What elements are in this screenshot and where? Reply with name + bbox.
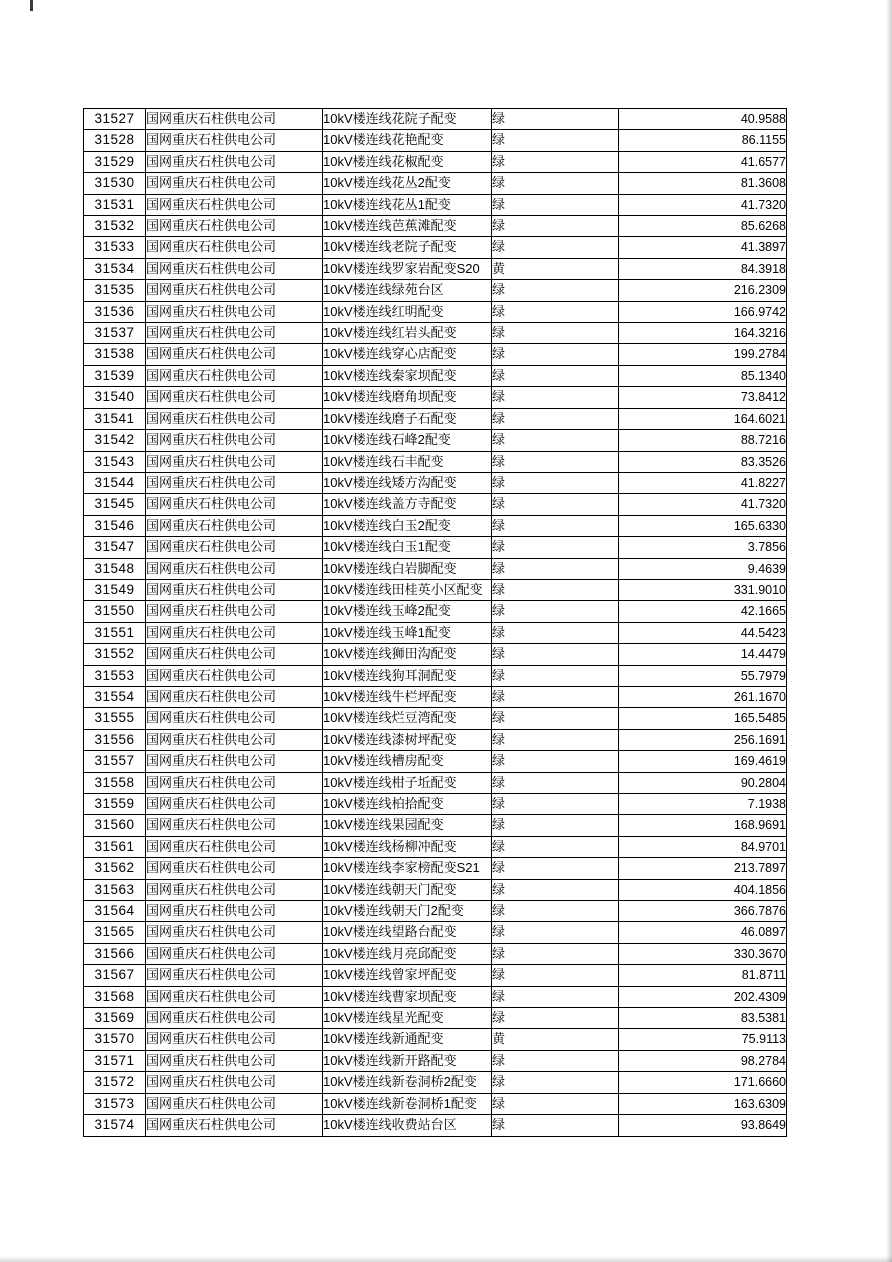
cell-company: 国网重庆石柱供电公司	[146, 515, 323, 536]
cell-company: 国网重庆石柱供电公司	[146, 644, 323, 665]
cell-status: 黄	[492, 258, 619, 279]
cell-company: 国网重庆石柱供电公司	[146, 323, 323, 344]
cell-company: 国网重庆石柱供电公司	[146, 258, 323, 279]
cell-company: 国网重庆石柱供电公司	[146, 151, 323, 172]
cell-name: 10kV楼连线绿苑台区	[323, 280, 492, 301]
cell-name: 10kV楼连线杨柳冲配变	[323, 836, 492, 857]
cell-status: 绿	[492, 751, 619, 772]
cell-name: 10kV楼连线曹家坝配变	[323, 986, 492, 1007]
cell-status: 绿	[492, 708, 619, 729]
cell-status: 绿	[492, 216, 619, 237]
cell-value: 165.5485	[619, 708, 787, 729]
cell-id: 31547	[84, 537, 146, 558]
cell-name: 10kV楼连线月亮邱配变	[323, 943, 492, 964]
cell-id: 31538	[84, 344, 146, 365]
cell-value: 98.2784	[619, 1050, 787, 1071]
cell-company: 国网重庆石柱供电公司	[146, 751, 323, 772]
cell-name: 10kV楼连线新卷洞桥1配变	[323, 1093, 492, 1114]
cell-status: 绿	[492, 408, 619, 429]
cell-status: 绿	[492, 879, 619, 900]
cell-name: 10kV楼连线狗耳洞配变	[323, 665, 492, 686]
cell-name: 10kV楼连线曾家坪配变	[323, 965, 492, 986]
cell-id: 31556	[84, 729, 146, 750]
cell-name: 10kV楼连线花艳配变	[323, 130, 492, 151]
cell-name: 10kV楼连线磨角坝配变	[323, 387, 492, 408]
cell-id: 31559	[84, 794, 146, 815]
cell-value: 41.3897	[619, 237, 787, 258]
cell-status: 绿	[492, 858, 619, 879]
cell-id: 31561	[84, 836, 146, 857]
cell-status: 绿	[492, 943, 619, 964]
cell-name: 10kV楼连线红明配变	[323, 301, 492, 322]
cell-id: 31574	[84, 1115, 146, 1136]
table-row	[84, 558, 787, 579]
table-row	[84, 194, 787, 215]
cell-status: 绿	[492, 451, 619, 472]
cell-value: 83.3526	[619, 451, 787, 472]
cell-name: 10kV楼连线秦家坝配变	[323, 365, 492, 386]
cell-company: 国网重庆石柱供电公司	[146, 879, 323, 900]
cell-value: 81.3608	[619, 173, 787, 194]
table-row	[84, 943, 787, 964]
table-row	[84, 408, 787, 429]
cell-name: 10kV楼连线望路台配变	[323, 922, 492, 943]
cell-id: 31534	[84, 258, 146, 279]
cell-value: 40.9588	[619, 109, 787, 130]
cell-id: 31546	[84, 515, 146, 536]
cell-id: 31543	[84, 451, 146, 472]
cell-company: 国网重庆石柱供电公司	[146, 943, 323, 964]
cell-value: 86.1155	[619, 130, 787, 151]
table-row	[84, 323, 787, 344]
cell-value: 41.8227	[619, 472, 787, 493]
cell-value: 55.7979	[619, 665, 787, 686]
cell-name: 10kV楼连线烂豆湾配变	[323, 708, 492, 729]
cell-value: 3.7856	[619, 537, 787, 558]
cell-id: 31537	[84, 323, 146, 344]
cell-id: 31551	[84, 622, 146, 643]
cell-company: 国网重庆石柱供电公司	[146, 387, 323, 408]
cell-id: 31540	[84, 387, 146, 408]
cell-name: 10kV楼连线穿心店配变	[323, 344, 492, 365]
cell-id: 31535	[84, 280, 146, 301]
cell-id: 31558	[84, 772, 146, 793]
cell-company: 国网重庆石柱供电公司	[146, 173, 323, 194]
table-row	[84, 173, 787, 194]
cell-name: 10kV楼连线白玉2配变	[323, 515, 492, 536]
table-row	[84, 109, 787, 130]
cell-status: 绿	[492, 151, 619, 172]
cell-name: 10kV楼连线白岩脚配变	[323, 558, 492, 579]
cell-status: 绿	[492, 794, 619, 815]
cell-value: 93.8649	[619, 1115, 787, 1136]
cell-value: 14.4479	[619, 644, 787, 665]
cell-status: 绿	[492, 601, 619, 622]
table-row	[84, 1115, 787, 1136]
cell-id: 31557	[84, 751, 146, 772]
cell-company: 国网重庆石柱供电公司	[146, 109, 323, 130]
cell-id: 31530	[84, 173, 146, 194]
cell-company: 国网重庆石柱供电公司	[146, 601, 323, 622]
cell-id: 31532	[84, 216, 146, 237]
table-row	[84, 130, 787, 151]
cell-id: 31531	[84, 194, 146, 215]
cell-name: 10kV楼连线磨子石配变	[323, 408, 492, 429]
cell-value: 41.7320	[619, 194, 787, 215]
cell-value: 81.8711	[619, 965, 787, 986]
cell-status: 绿	[492, 772, 619, 793]
cell-value: 46.0897	[619, 922, 787, 943]
cell-name: 10kV楼连线槽房配变	[323, 751, 492, 772]
cell-value: 44.5423	[619, 622, 787, 643]
table-row	[84, 515, 787, 536]
cell-value: 169.4619	[619, 751, 787, 772]
cell-company: 国网重庆石柱供电公司	[146, 344, 323, 365]
cell-name: 10kV楼连线收费站台区	[323, 1115, 492, 1136]
cell-value: 330.3670	[619, 943, 787, 964]
cell-name: 10kV楼连线玉峰2配变	[323, 601, 492, 622]
cell-id: 31560	[84, 815, 146, 836]
cell-company: 国网重庆石柱供电公司	[146, 430, 323, 451]
cell-company: 国网重庆石柱供电公司	[146, 130, 323, 151]
cell-name: 10kV楼连线漆树坪配变	[323, 729, 492, 750]
table-row	[84, 815, 787, 836]
table-row	[84, 729, 787, 750]
cell-value: 88.7216	[619, 430, 787, 451]
cell-id: 31553	[84, 665, 146, 686]
cell-name: 10kV楼连线狮田沟配变	[323, 644, 492, 665]
cell-status: 绿	[492, 173, 619, 194]
cell-value: 404.1856	[619, 879, 787, 900]
cell-id: 31545	[84, 494, 146, 515]
table-row	[84, 1050, 787, 1071]
table-row	[84, 494, 787, 515]
cell-value: 41.7320	[619, 494, 787, 515]
cell-status: 绿	[492, 815, 619, 836]
cell-value: 42.1665	[619, 601, 787, 622]
cell-value: 7.1938	[619, 794, 787, 815]
table-body	[84, 109, 787, 1137]
cell-status: 绿	[492, 344, 619, 365]
cell-company: 国网重庆石柱供电公司	[146, 622, 323, 643]
cell-company: 国网重庆石柱供电公司	[146, 729, 323, 750]
table-row	[84, 430, 787, 451]
table-row	[84, 622, 787, 643]
cell-company: 国网重庆石柱供电公司	[146, 558, 323, 579]
cell-name: 10kV楼连线朝天门配变	[323, 879, 492, 900]
table-row	[84, 665, 787, 686]
cell-value: 256.1691	[619, 729, 787, 750]
table-row	[84, 301, 787, 322]
cell-value: 164.6021	[619, 408, 787, 429]
table-row	[84, 858, 787, 879]
table-row	[84, 537, 787, 558]
cell-company: 国网重庆石柱供电公司	[146, 408, 323, 429]
cell-status: 绿	[492, 109, 619, 130]
cell-id: 31548	[84, 558, 146, 579]
cell-value: 366.7876	[619, 901, 787, 922]
cell-company: 国网重庆石柱供电公司	[146, 1008, 323, 1029]
cell-value: 331.9010	[619, 579, 787, 600]
table-row	[84, 579, 787, 600]
cell-value: 163.6309	[619, 1093, 787, 1114]
cell-name: 10kV楼连线石丰配变	[323, 451, 492, 472]
cell-name: 10kV楼连线田桂英小区配变	[323, 579, 492, 600]
cell-company: 国网重庆石柱供电公司	[146, 537, 323, 558]
cell-id: 31572	[84, 1072, 146, 1093]
cell-id: 31528	[84, 130, 146, 151]
table-row	[84, 280, 787, 301]
cell-id: 31533	[84, 237, 146, 258]
table-row	[84, 751, 787, 772]
cell-company: 国网重庆石柱供电公司	[146, 772, 323, 793]
cell-status: 绿	[492, 323, 619, 344]
cell-id: 31568	[84, 986, 146, 1007]
cell-status: 绿	[492, 901, 619, 922]
cell-status: 绿	[492, 922, 619, 943]
cell-id: 31539	[84, 365, 146, 386]
cell-company: 国网重庆石柱供电公司	[146, 836, 323, 857]
cell-company: 国网重庆石柱供电公司	[146, 365, 323, 386]
table-row	[84, 836, 787, 857]
cell-id: 31555	[84, 708, 146, 729]
table-row	[84, 237, 787, 258]
cell-name: 10kV楼连线新卷洞桥2配变	[323, 1072, 492, 1093]
cell-status: 绿	[492, 301, 619, 322]
cell-status: 绿	[492, 644, 619, 665]
cell-company: 国网重庆石柱供电公司	[146, 815, 323, 836]
cell-company: 国网重庆石柱供电公司	[146, 1072, 323, 1093]
cell-value: 168.9691	[619, 815, 787, 836]
table-row	[84, 151, 787, 172]
table-row	[84, 365, 787, 386]
cell-name: 10kV楼连线玉峰1配变	[323, 622, 492, 643]
cell-status: 绿	[492, 1115, 619, 1136]
scan-artifact-mark	[30, 0, 33, 11]
cell-status: 绿	[492, 237, 619, 258]
cell-value: 199.2784	[619, 344, 787, 365]
cell-value: 166.9742	[619, 301, 787, 322]
cell-id: 31541	[84, 408, 146, 429]
cell-name: 10kV楼连线盖方寺配变	[323, 494, 492, 515]
cell-name: 10kV楼连线石峰2配变	[323, 430, 492, 451]
cell-status: 绿	[492, 472, 619, 493]
cell-company: 国网重庆石柱供电公司	[146, 237, 323, 258]
table-row	[84, 772, 787, 793]
cell-company: 国网重庆石柱供电公司	[146, 665, 323, 686]
cell-value: 73.8412	[619, 387, 787, 408]
cell-status: 绿	[492, 365, 619, 386]
cell-name: 10kV楼连线新开路配变	[323, 1050, 492, 1071]
cell-name: 10kV楼连线牛栏坪配变	[323, 686, 492, 707]
table-row	[84, 965, 787, 986]
cell-status: 绿	[492, 686, 619, 707]
cell-company: 国网重庆石柱供电公司	[146, 494, 323, 515]
cell-company: 国网重庆石柱供电公司	[146, 194, 323, 215]
cell-status: 绿	[492, 280, 619, 301]
cell-name: 10kV楼连线芭蕉滩配变	[323, 216, 492, 237]
data-table	[83, 108, 787, 1137]
table-row	[84, 794, 787, 815]
cell-status: 绿	[492, 430, 619, 451]
cell-status: 黄	[492, 1029, 619, 1050]
table-row	[84, 1029, 787, 1050]
table-row	[84, 708, 787, 729]
cell-name: 10kV楼连线白玉1配变	[323, 537, 492, 558]
cell-status: 绿	[492, 130, 619, 151]
cell-status: 绿	[492, 387, 619, 408]
cell-company: 国网重庆石柱供电公司	[146, 858, 323, 879]
cell-status: 绿	[492, 1008, 619, 1029]
table-row	[84, 387, 787, 408]
cell-value: 85.1340	[619, 365, 787, 386]
table-row	[84, 344, 787, 365]
cell-id: 31564	[84, 901, 146, 922]
table-row	[84, 901, 787, 922]
page-edge-bottom	[0, 1256, 892, 1262]
cell-status: 绿	[492, 622, 619, 643]
table-row	[84, 451, 787, 472]
cell-company: 国网重庆石柱供电公司	[146, 216, 323, 237]
cell-name: 10kV楼连线红岩头配变	[323, 323, 492, 344]
cell-company: 国网重庆石柱供电公司	[146, 922, 323, 943]
cell-status: 绿	[492, 965, 619, 986]
table-row	[84, 1008, 787, 1029]
cell-value: 9.4639	[619, 558, 787, 579]
cell-id: 31569	[84, 1008, 146, 1029]
table-row	[84, 216, 787, 237]
cell-value: 164.3216	[619, 323, 787, 344]
cell-name: 10kV楼连线花椒配变	[323, 151, 492, 172]
cell-company: 国网重庆石柱供电公司	[146, 301, 323, 322]
cell-status: 绿	[492, 1072, 619, 1093]
cell-company: 国网重庆石柱供电公司	[146, 686, 323, 707]
table-row	[84, 922, 787, 943]
cell-company: 国网重庆石柱供电公司	[146, 708, 323, 729]
cell-id: 31567	[84, 965, 146, 986]
cell-id: 31554	[84, 686, 146, 707]
cell-status: 绿	[492, 558, 619, 579]
cell-company: 国网重庆石柱供电公司	[146, 579, 323, 600]
cell-value: 83.5381	[619, 1008, 787, 1029]
cell-name: 10kV楼连线李家榜配变S21	[323, 858, 492, 879]
cell-id: 31549	[84, 579, 146, 600]
cell-value: 216.2309	[619, 280, 787, 301]
table-row	[84, 686, 787, 707]
cell-company: 国网重庆石柱供电公司	[146, 1093, 323, 1114]
cell-status: 绿	[492, 1093, 619, 1114]
cell-status: 绿	[492, 1050, 619, 1071]
cell-name: 10kV楼连线星光配变	[323, 1008, 492, 1029]
cell-id: 31552	[84, 644, 146, 665]
cell-status: 绿	[492, 579, 619, 600]
cell-id: 31527	[84, 109, 146, 130]
cell-name: 10kV楼连线矮方沟配变	[323, 472, 492, 493]
table-row	[84, 601, 787, 622]
cell-value: 202.4309	[619, 986, 787, 1007]
table-row	[84, 1072, 787, 1093]
cell-value: 261.1670	[619, 686, 787, 707]
cell-value: 213.7897	[619, 858, 787, 879]
cell-company: 国网重庆石柱供电公司	[146, 794, 323, 815]
cell-id: 31550	[84, 601, 146, 622]
cell-status: 绿	[492, 194, 619, 215]
cell-status: 绿	[492, 986, 619, 1007]
cell-id: 31562	[84, 858, 146, 879]
cell-company: 国网重庆石柱供电公司	[146, 1115, 323, 1136]
cell-id: 31573	[84, 1093, 146, 1114]
cell-id: 31529	[84, 151, 146, 172]
cell-company: 国网重庆石柱供电公司	[146, 472, 323, 493]
table-row	[84, 258, 787, 279]
cell-status: 绿	[492, 515, 619, 536]
cell-id: 31536	[84, 301, 146, 322]
cell-company: 国网重庆石柱供电公司	[146, 1029, 323, 1050]
cell-company: 国网重庆石柱供电公司	[146, 901, 323, 922]
cell-status: 绿	[492, 537, 619, 558]
table-row	[84, 644, 787, 665]
cell-name: 10kV楼连线果园配变	[323, 815, 492, 836]
cell-id: 31570	[84, 1029, 146, 1050]
cell-status: 绿	[492, 729, 619, 750]
page-edge-right	[886, 0, 892, 1262]
table-row	[84, 986, 787, 1007]
cell-name: 10kV楼连线朝天门2配变	[323, 901, 492, 922]
cell-value: 171.6660	[619, 1072, 787, 1093]
table-row	[84, 472, 787, 493]
table-row	[84, 1093, 787, 1114]
cell-name: 10kV楼连线花丛2配变	[323, 173, 492, 194]
cell-value: 75.9113	[619, 1029, 787, 1050]
cell-name: 10kV楼连线花丛1配变	[323, 194, 492, 215]
cell-id: 31542	[84, 430, 146, 451]
cell-company: 国网重庆石柱供电公司	[146, 1050, 323, 1071]
cell-value: 41.6577	[619, 151, 787, 172]
cell-status: 绿	[492, 836, 619, 857]
cell-value: 90.2804	[619, 772, 787, 793]
cell-status: 绿	[492, 494, 619, 515]
cell-company: 国网重庆石柱供电公司	[146, 280, 323, 301]
cell-name: 10kV楼连线花院子配变	[323, 109, 492, 130]
cell-id: 31566	[84, 943, 146, 964]
cell-name: 10kV楼连线新通配变	[323, 1029, 492, 1050]
cell-value: 84.3918	[619, 258, 787, 279]
cell-id: 31571	[84, 1050, 146, 1071]
cell-company: 国网重庆石柱供电公司	[146, 965, 323, 986]
cell-name: 10kV楼连线老院子配变	[323, 237, 492, 258]
cell-value: 84.9701	[619, 836, 787, 857]
cell-name: 10kV楼连线柏拾配变	[323, 794, 492, 815]
cell-id: 31565	[84, 922, 146, 943]
cell-id: 31544	[84, 472, 146, 493]
cell-value: 165.6330	[619, 515, 787, 536]
cell-name: 10kV楼连线柑子坵配变	[323, 772, 492, 793]
cell-value: 85.6268	[619, 216, 787, 237]
cell-status: 绿	[492, 665, 619, 686]
cell-company: 国网重庆石柱供电公司	[146, 986, 323, 1007]
cell-company: 国网重庆石柱供电公司	[146, 451, 323, 472]
cell-name: 10kV楼连线罗家岩配变S20	[323, 258, 492, 279]
cell-id: 31563	[84, 879, 146, 900]
table-row	[84, 879, 787, 900]
